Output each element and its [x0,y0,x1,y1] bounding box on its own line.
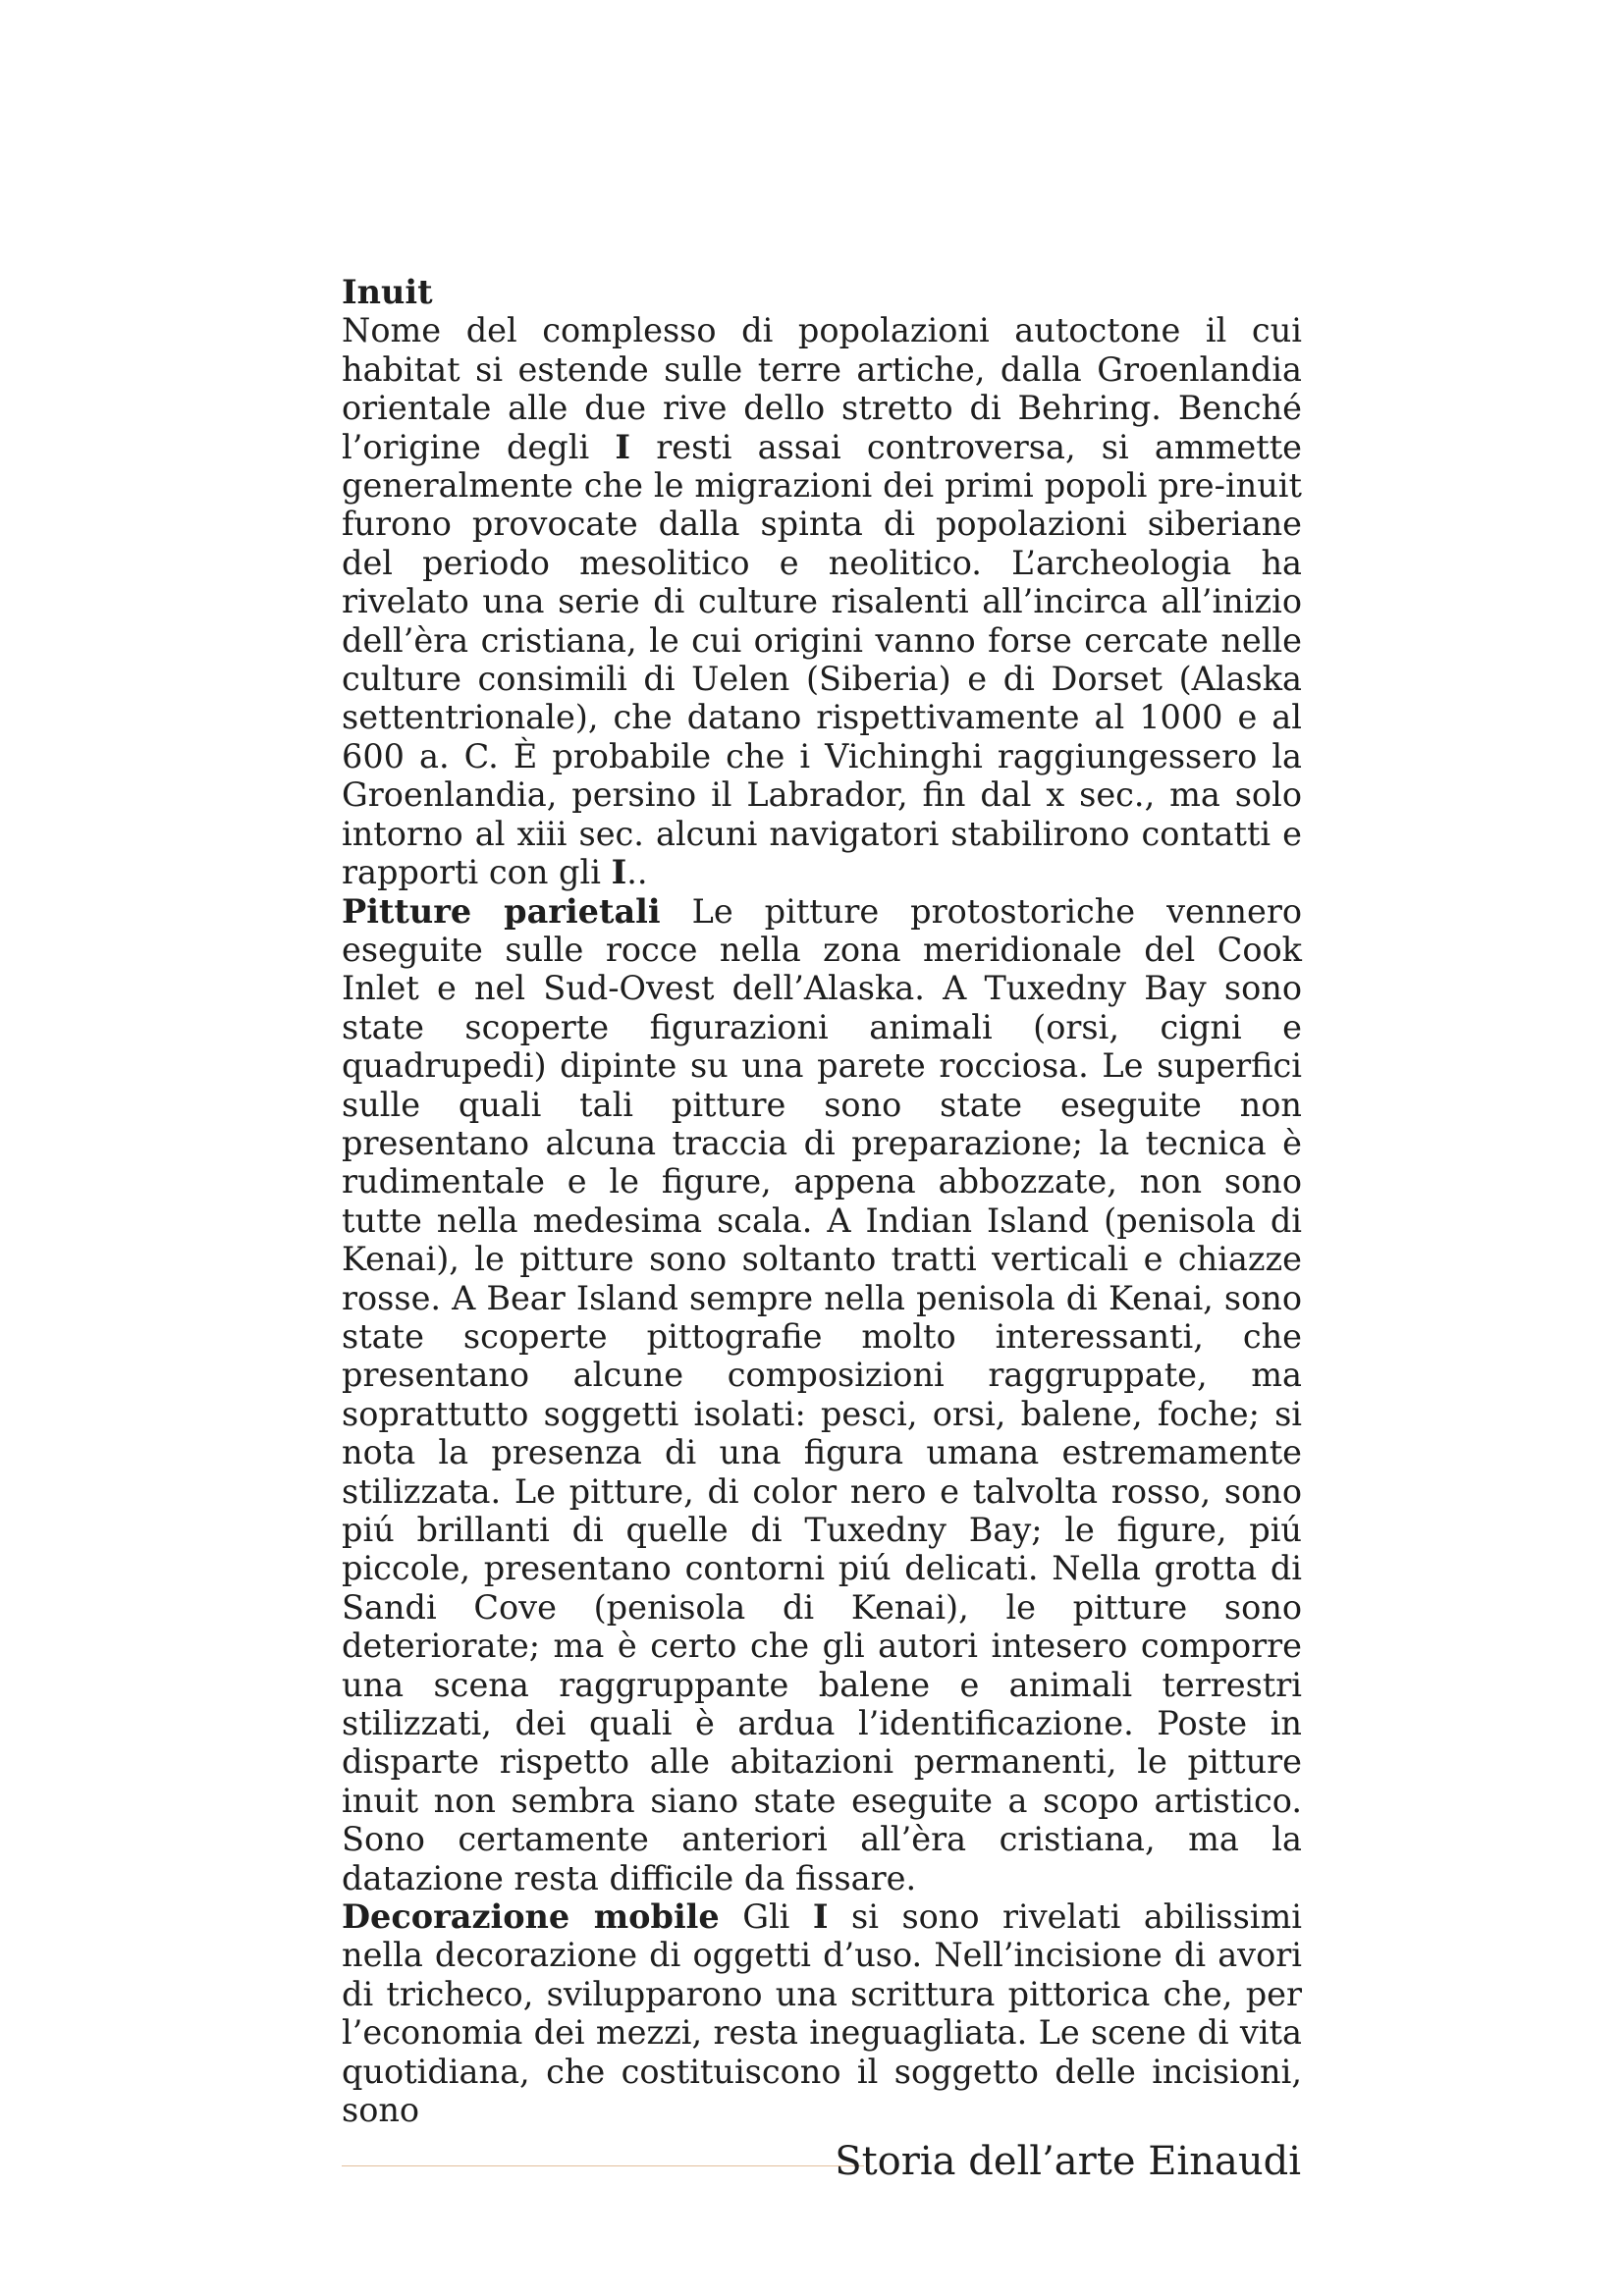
section-text-decorazione-mobile-2: si sono rivelati abilissimi nella decorazione di oggetti d’uso. Nell’incisione di avori di tricheco, svilupparono una scrittura pittorica che, per l’economia dei mezzi, resta ineguagliata. Le scene di vita quotidiana, che costituiscono il soggetto delle incisioni, sono [342,1897,1302,2130]
inuit-abbreviation: I [611,853,627,892]
section-paragraph-decorazione-mobile [342,1897,1302,2129]
inuit-abbreviation: I [812,1897,829,1937]
intro-text-2: resti assai controversa, si ammette generalmente che le migrazioni dei primi popoli pre-inuit furono provocate dalla spinta di popolazioni siberiane del periodo mesolitico e neolitico. L’archeologia ha rivelato una serie di culture risalenti all’incirca all’inizio dell’èra cristiana, le cui origini vanno forse cercate nelle culture consimili di Uelen (Siberia) e di Dorset (Alaska settentrionale), che datano rispettivamente al 1000 e al 600 a. C. È probabile che i Vichinghi raggiungessero la Groenlandia, persino il Labrador, fin dal x sec., ma solo intorno al xiii sec. alcuni navigatori stabilirono contatti e rapporti con gli [342,427,1302,892]
footer-rule [342,2165,864,2166]
section-text-pitture-parietali: Le pitture protostoriche vennero eseguite sulle rocce nella zona meridionale del Cook Inlet e nel Sud-Ovest dell’Alaska. A Tuxedny Bay sono state scoperte figurazioni animali (orsi, cigni e quadrupedi) dipinte su una parete rocciosa. Le superfici sulle quali tali pitture sono state eseguite non presentano alcuna traccia di preparazione; la tecnica è rudimentale e le figure, appena abbozzate, non sono tutte nella medesima scala. A Indian Island (penisola di Kenai), le pitture sono soltanto tratti verticali e chiazze rosse. A Bear Island sempre nella penisola di Kenai, sono state scoperte pittografie molto interessanti, che presentano alcune composizioni raggruppate, ma soprattutto soggetti isolati: pesci, orsi, balene, foche; si nota la presenza di una figura umana estremamente stilizzata. Le pitture, di color nero e talvolta rosso, sono piú brillanti di quelle di Tuxedny Bay; le figure, piú piccole, presentano contorni piú delicati. Nella grotta di Sandi Cove (penisola di Kenai), le pitture sono deteriorate; ma è certo che gli autori intesero comporre una scena raggruppante balene e animali terrestri stilizzati, dei quali è ardua l’identificazione. Poste in disparte rispetto alle abitazioni permanenti, le pitture inuit non sembra siano state eseguite a scopo artistico. Sono certamente anteriori all’èra cristiana, ma la datazione resta difficile da fissare. [342,891,1302,1897]
entry-intro-paragraph [342,311,1302,891]
entry-body [342,273,1302,2130]
section-paragraph-pitture-parietali [342,892,1302,1898]
entry-title: Inuit [342,273,433,311]
section-text-decorazione-mobile-1: Gli [719,1897,813,1937]
intro-text-3: .. [626,853,648,892]
section-heading-decorazione-mobile: Decorazione mobile [342,1897,720,1937]
section-heading-pitture-parietali: Pitture parietali [342,891,661,931]
inuit-abbreviation: I [615,427,631,466]
footer-publication-title: Storia dell’arte Einaudi [835,2139,1301,2184]
intro-text-1: Nome del complesso di popolazioni autoctone il cui habitat si estende sulle terre artiche, dalla Groenlandia orientale alle due rive dello stretto di Behring. Benché l’origine degli [342,311,1302,466]
